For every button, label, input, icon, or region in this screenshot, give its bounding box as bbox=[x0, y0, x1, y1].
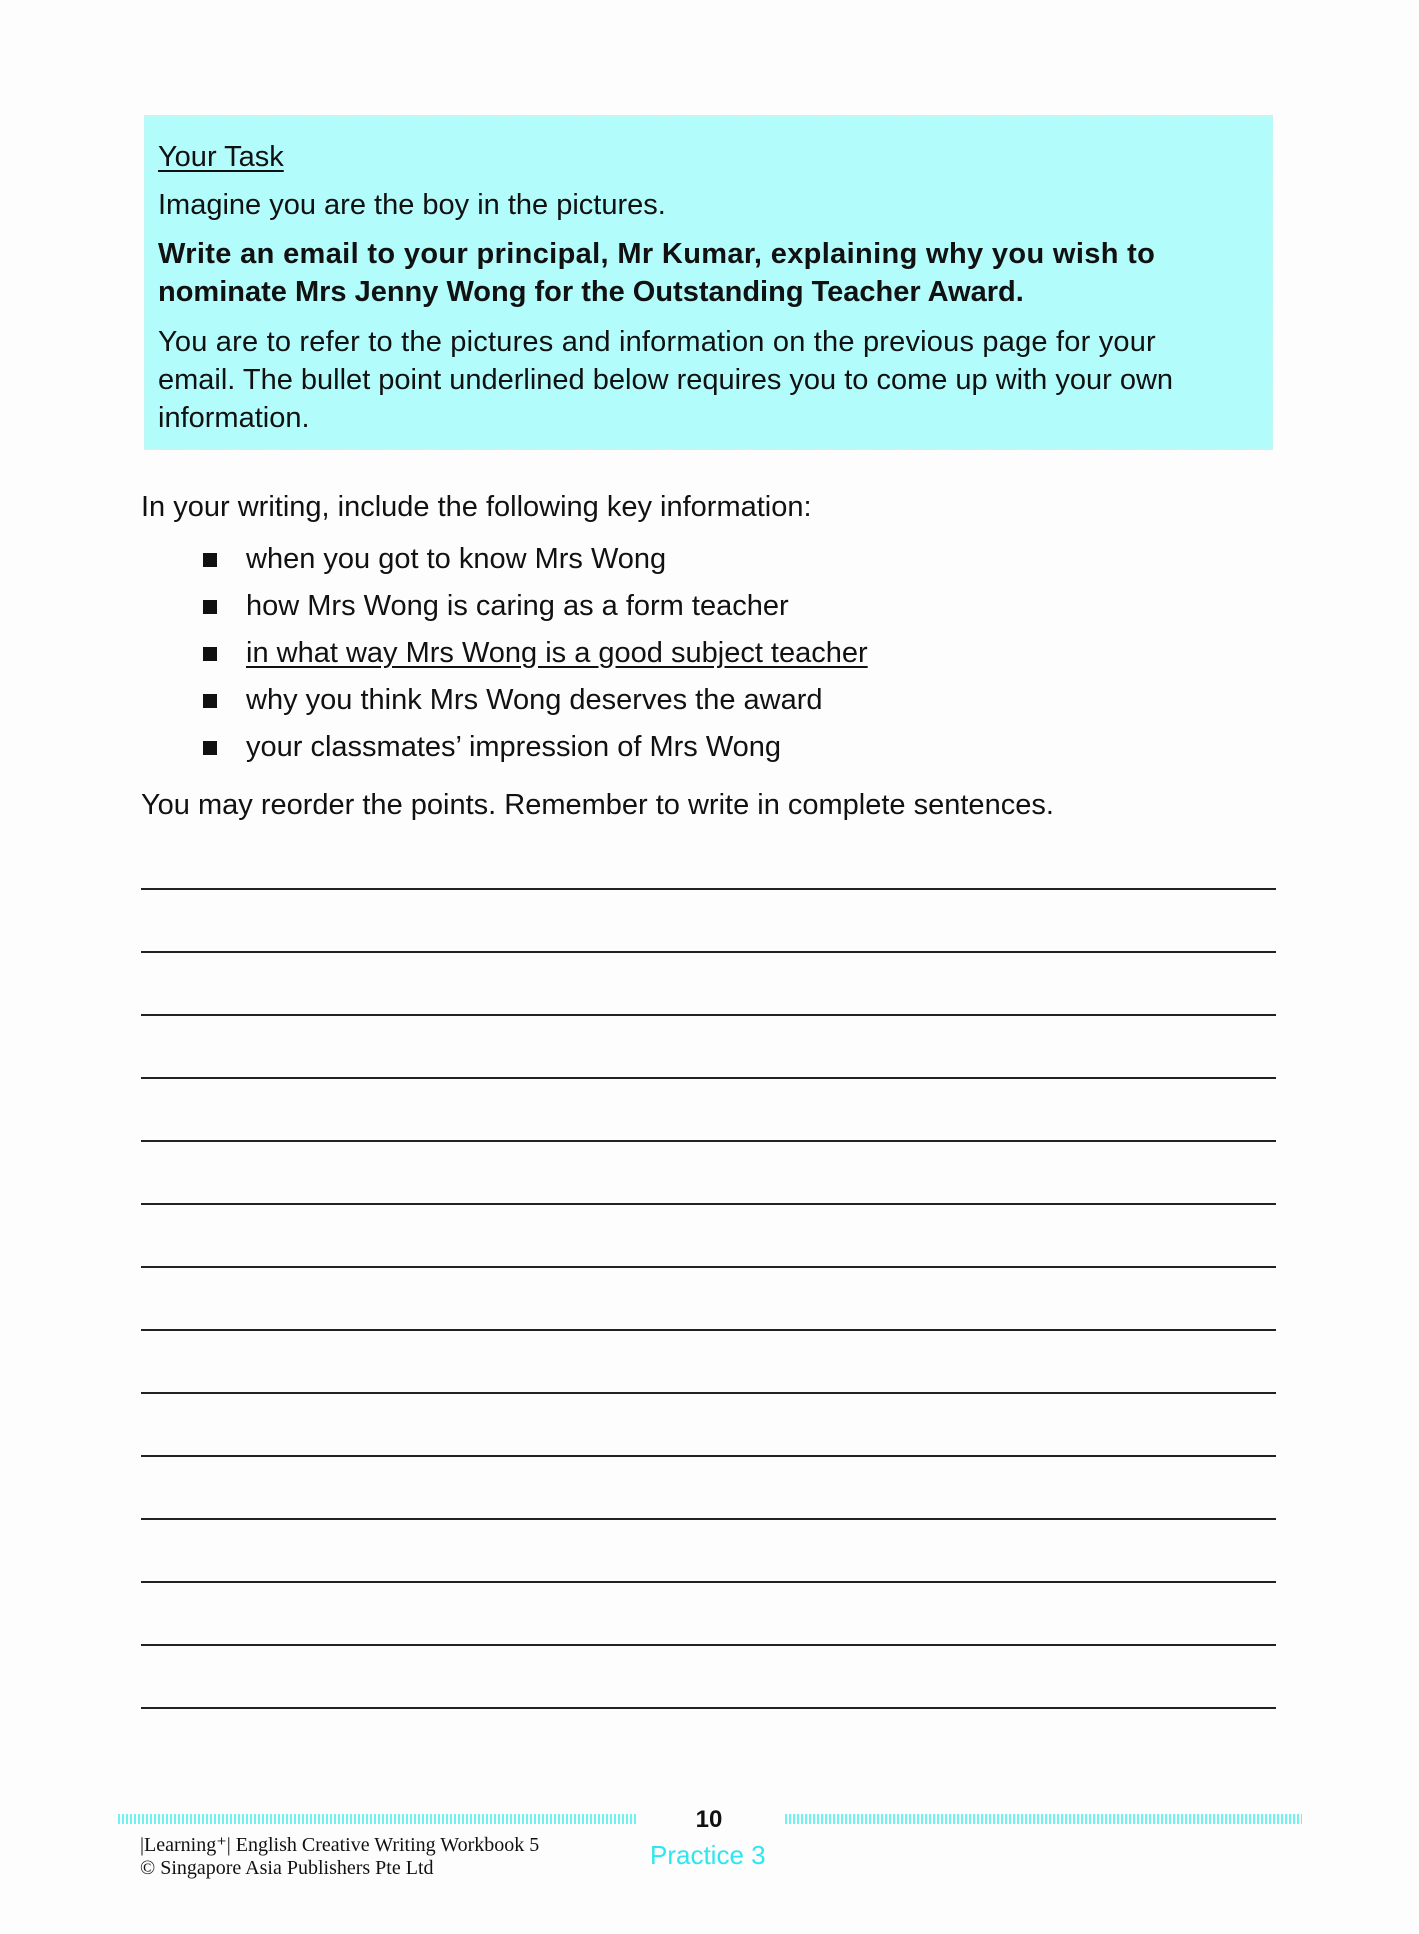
writing-line[interactable] bbox=[141, 888, 1276, 890]
writing-line[interactable] bbox=[141, 1581, 1276, 1583]
footer-divider bbox=[118, 1814, 638, 1824]
writing-line[interactable] bbox=[141, 951, 1276, 953]
bullet-square-icon bbox=[203, 694, 217, 708]
list-item: when you got to know Mrs Wong bbox=[246, 543, 667, 575]
bullet-square-icon bbox=[203, 647, 217, 661]
writing-line[interactable] bbox=[141, 1014, 1276, 1016]
task-intro: Imagine you are the boy in the pictures. bbox=[158, 189, 666, 221]
writing-line[interactable] bbox=[141, 1140, 1276, 1142]
task-bold-line: Write an email to your principal, Mr Kumar, explaining why you wish to bbox=[158, 238, 1156, 270]
list-item: why you think Mrs Wong deserves the award bbox=[246, 684, 823, 716]
book-title: |Learning⁺| English Creative Writing Workbook 5 bbox=[140, 1834, 540, 1856]
bullet-square-icon bbox=[203, 741, 217, 755]
list-item: your classmates’ impression of Mrs Wong bbox=[246, 731, 782, 763]
key-info-lead: In your writing, include the following key information: bbox=[141, 491, 812, 523]
copyright: © Singapore Asia Publishers Pte Ltd bbox=[140, 1857, 434, 1879]
writing-line[interactable] bbox=[141, 1077, 1276, 1079]
task-heading: Your Task bbox=[158, 141, 284, 173]
bullet-square-icon bbox=[203, 600, 217, 614]
writing-line[interactable] bbox=[141, 1266, 1276, 1268]
writing-line[interactable] bbox=[141, 1392, 1276, 1394]
writing-line[interactable] bbox=[141, 1707, 1276, 1709]
task-instruction: information. bbox=[158, 402, 310, 434]
list-item: how Mrs Wong is caring as a form teacher bbox=[246, 590, 789, 622]
list-item-underlined: in what way Mrs Wong is a good subject teacher bbox=[246, 637, 868, 669]
task-instruction: email. The bullet point underlined below requires you to come up with your own bbox=[158, 364, 1174, 396]
writing-line[interactable] bbox=[141, 1644, 1276, 1646]
writing-line[interactable] bbox=[141, 1518, 1276, 1520]
task-bold-line: nominate Mrs Jenny Wong for the Outstanding Teacher Award. bbox=[158, 276, 1024, 308]
writing-line[interactable] bbox=[141, 1455, 1276, 1457]
bullet-square-icon bbox=[203, 553, 217, 567]
writing-line[interactable] bbox=[141, 1203, 1276, 1205]
task-instruction: You are to refer to the pictures and information on the previous page for your bbox=[158, 326, 1156, 358]
practice-label: Practice 3 bbox=[650, 1840, 766, 1870]
writing-line[interactable] bbox=[141, 1329, 1276, 1331]
page-number: 10 bbox=[695, 1806, 723, 1833]
footer-divider bbox=[785, 1814, 1302, 1824]
closing-instruction: You may reorder the points. Remember to write in complete sentences. bbox=[141, 789, 1054, 821]
